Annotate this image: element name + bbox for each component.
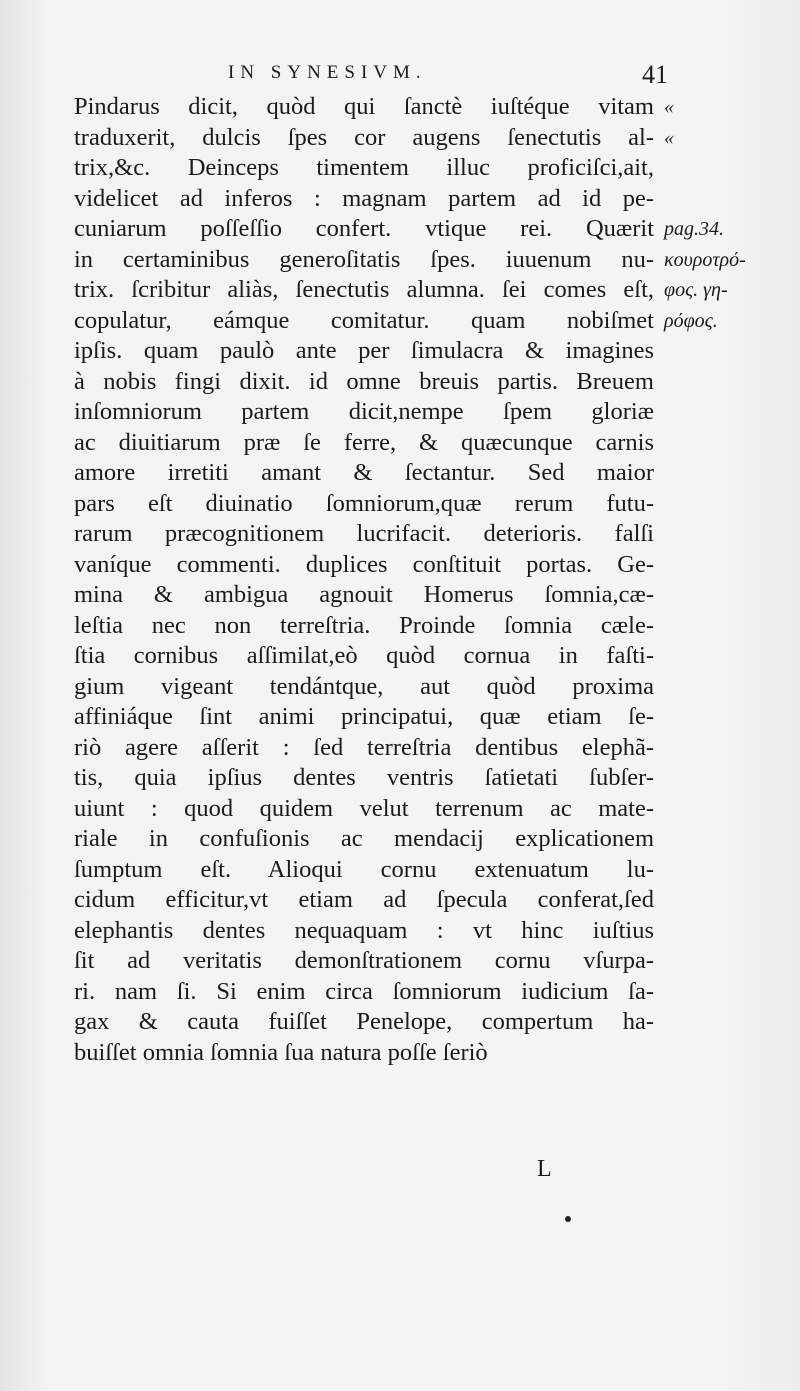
margin-note-line xyxy=(664,641,792,672)
margin-note-line xyxy=(664,184,792,215)
margin-note-line xyxy=(664,458,792,489)
margin-note-line xyxy=(664,1038,792,1069)
margin-note-line xyxy=(664,367,792,398)
text-line: rarum præcognitionem lucrifacit. deterioris. falſi xyxy=(74,520,654,547)
margin-note-line xyxy=(664,550,792,581)
text-line: gax & cauta fuiſſet Penelope, compertum ha- xyxy=(74,1008,654,1035)
margin-note-line xyxy=(664,153,792,184)
text-line: ipſis. quam paulò ante per ſimulacra & imagines xyxy=(74,337,654,364)
signature-mark: L xyxy=(537,1156,552,1182)
marginal-notes xyxy=(664,92,792,1068)
text-line: in certaminibus generoſitatis ſpes. iuuenum nu- xyxy=(74,245,654,273)
text-line: gium vigeant tendántque, aut quòd proxima xyxy=(74,672,654,700)
margin-note-line xyxy=(664,672,792,703)
margin-note-line xyxy=(664,794,792,825)
margin-note-line xyxy=(664,580,792,611)
text-line: ſit ad veritatis demonſtrationem cornu vſurpa- xyxy=(74,947,654,974)
text-line: à nobis fingi dixit. id omne breuis partis. Breuem xyxy=(74,367,654,395)
text-line: buiſſet omnia ſomnia ſua natura poſſe ſeriò xyxy=(74,1038,488,1066)
margin-note-line xyxy=(664,946,792,977)
text-line: amore irretiti amant & ſectantur. Sed maior xyxy=(74,459,654,486)
margin-note-line xyxy=(664,763,792,794)
page-header xyxy=(228,62,668,92)
margin-note-line: φος. γη- xyxy=(664,279,728,301)
margin-note-line xyxy=(664,611,792,642)
text-line: vaníque commenti. duplices conſtituit portas. Ge- xyxy=(74,550,654,578)
text-line: trix. ſcribitur aliàs, ſenectutis alumna. ſei comes eſt, xyxy=(74,276,654,303)
text-line: ac diuitiarum præ ſe ferre, & quæcunque carnis xyxy=(74,428,654,456)
margin-note-line xyxy=(664,1007,792,1038)
margin-note-line: κουροτρό- xyxy=(664,248,746,271)
margin-note-line xyxy=(664,885,792,916)
running-head: IN SYNESIVM. xyxy=(228,62,427,83)
text-line: uiunt : quod quidem velut terrenum ac mate- xyxy=(74,794,654,822)
text-line: Pindarus dicit, quòd qui ſanctè iuſtéque vitam xyxy=(74,93,654,120)
text-line: mina & ambigua agnouit Homerus ſomnia,cæ- xyxy=(74,581,654,608)
text-line: copulatur, eámque comitatur. quam nobiſmet xyxy=(74,306,654,334)
margin-note-line: ρόφος. xyxy=(664,309,718,332)
text-line: pars eſt diuinatio ſomniorum,quæ rerum futu- xyxy=(74,489,654,517)
text-line: cuniarum poſſeſſio confert. vtique rei. Quærit xyxy=(74,215,654,242)
text-line: inſomniorum partem dicit,nempe ſpem gloriæ xyxy=(74,398,654,425)
text-line: affiniáque ſint animi principatui, quæ etiam ſe- xyxy=(74,703,654,730)
margin-note-line xyxy=(664,977,792,1008)
text-line: riò agere aſſerit : ſed terreſtria dentibus elephã- xyxy=(74,733,654,761)
margin-note-line xyxy=(664,489,792,520)
text-line: riale in confuſionis ac mendacij explicationem xyxy=(74,825,654,852)
margin-note-line xyxy=(664,824,792,855)
margin-note-line xyxy=(664,855,792,886)
text-line: cidum efficitur,vt etiam ad ſpecula conferat,ſed xyxy=(74,886,654,913)
margin-note-line: « xyxy=(664,96,674,118)
page-number: 41 xyxy=(642,60,668,89)
text-line: leſtia nec non terreſtria. Proinde ſomnia cæle- xyxy=(74,611,654,639)
margin-note-line: « xyxy=(664,126,674,149)
text-line: ri. nam ſi. Si enim circa ſomniorum iudicium ſa- xyxy=(74,977,654,1005)
margin-note-line: pag.34. xyxy=(664,218,724,240)
text-line: tis, quia ipſius dentes ventris ſatietati ſubſer- xyxy=(74,764,654,791)
ink-speck xyxy=(565,1216,571,1222)
margin-note-line xyxy=(664,336,792,367)
text-line: trix,&c. Deinceps timentem illuc proficiſci,ait, xyxy=(74,154,654,181)
margin-note-line xyxy=(664,916,792,947)
margin-note-line xyxy=(664,733,792,764)
margin-note-line xyxy=(664,397,792,428)
margin-note-line xyxy=(664,702,792,733)
text-line: ſumptum eſt. Alioqui cornu extenuatum lu- xyxy=(74,855,654,883)
margin-note-line xyxy=(664,519,792,550)
text-line: videlicet ad inferos : magnam partem ad id pe- xyxy=(74,184,654,212)
margin-note-line xyxy=(664,428,792,459)
text-line: ſtia cornibus aſſimilat,eò quòd cornua in faſti- xyxy=(74,642,654,669)
main-text-block xyxy=(74,92,654,1068)
text-line: traduxerit, dulcis ſpes cor augens ſenectutis al- xyxy=(74,123,654,151)
text-line: elephantis dentes nequaquam : vt hinc iuſtius xyxy=(74,916,654,944)
